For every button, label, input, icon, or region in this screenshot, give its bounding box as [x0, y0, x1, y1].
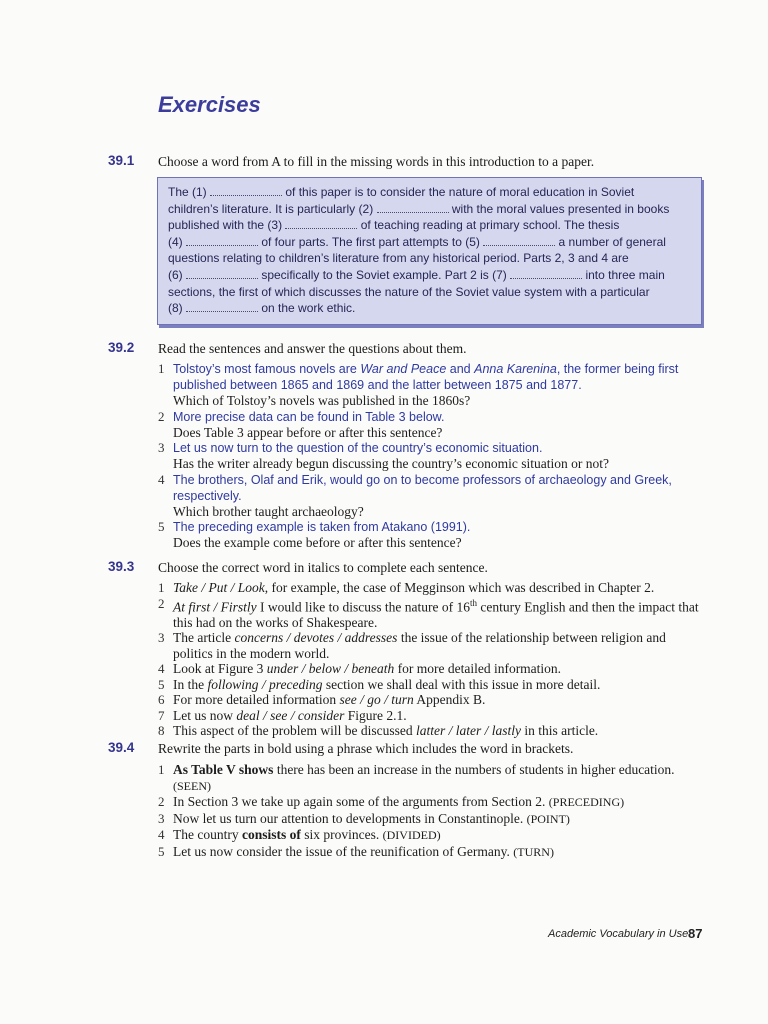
exercise-number-39-3: 39.3	[108, 559, 135, 574]
list-item: 4 Look at Figure 3 under / below / beneath for more detailed information.	[158, 661, 562, 676]
exercise-39-3-list	[158, 580, 708, 739]
exercise-instruction-39-3: Choose the correct word in italics to complete each sentence.	[158, 560, 488, 575]
page-number: 87	[688, 926, 703, 941]
passage-line: The (1) of this paper is to consider the nature of moral education in Soviet	[168, 185, 635, 199]
passage-line: published with the (3) of teaching reading at primary school. The thesis	[168, 218, 620, 233]
list-item: 4 The brothers, Olaf and Erik, would go on to become professors of archaeology and Greek, respectively. Which brother taught archaeology?	[158, 471, 672, 519]
exercise-number-39-4: 39.4	[108, 740, 135, 755]
blank-gap	[285, 218, 357, 229]
list-item: 6 For more detailed information see / go / turn Appendix B.	[158, 692, 486, 707]
blank-gap	[186, 268, 258, 279]
blank-gap	[483, 235, 555, 246]
list-item: 3 The article concerns / devotes / addresses the issue of the relationship between religion and politics in the modern world.	[158, 630, 666, 661]
list-item: 3 Now let us turn our attention to developments in Constantinople. (POINT)	[158, 810, 570, 826]
exercise-39-4-list	[158, 762, 708, 860]
passage-line: (4) of four parts. The first part attempts to (5) a number of general	[168, 234, 666, 249]
exercise-instruction-39-4: Rewrite the parts in bold using a phrase which includes the word in brackets.	[158, 741, 574, 756]
exercise-instruction-39-2: Read the sentences and answer the questions about them.	[158, 341, 467, 356]
blank-gap	[510, 268, 582, 279]
list-item: 1 Take / Put / Look, for example, the case of Megginson which was described in Chapter 2.	[158, 580, 655, 595]
list-item: 5 Let us now consider the issue of the reunification of Germany. (TURN)	[158, 843, 554, 859]
exercise-number-39-1: 39.1	[108, 153, 135, 168]
passage-line: questions relating to children’s literature from any historical period. Parts 2, 3 and 4 are	[168, 251, 629, 266]
list-item: 4 The country consists of six provinces. (DIVIDED)	[158, 827, 441, 842]
passage-box	[157, 177, 702, 325]
blank-gap	[186, 301, 258, 312]
passage-line: (6) specifically to the Soviet example. Part 2 is (7) into three main	[168, 267, 665, 282]
list-item: 7 Let us now deal / see / consider Figure 2.1.	[158, 707, 407, 723]
list-item: 1 As Table V shows there has been an increase in the numbers of students in higher education. (SEEN)	[158, 762, 675, 793]
list-item: 2 More precise data can be found in Table 3 below. Does Table 3 appear before or after this sentence?	[158, 408, 445, 440]
exercise-instruction-39-1: Choose a word from A to fill in the missing words in this introduction to a paper.	[158, 154, 595, 169]
blank-gap	[186, 235, 258, 246]
list-item: 3 Let us now turn to the question of the country’s economic situation. Has the writer already begun discussing the country’s economic situation or not?	[158, 440, 610, 471]
list-item: 5 The preceding example is taken from Atakano (1991). Does the example come before or after this sentence?	[158, 519, 471, 550]
passage-line: (8) on the work ethic.	[168, 301, 356, 316]
list-item: 1 Tolstoy’s most famous novels are War and Peace and Anna Karenina, the former being first published between 1865 and 1869 and the latter between 1875 and 1877. Which of Tolstoy’s novels was published in the 1860s?	[158, 361, 679, 408]
list-item: 2 At first / Firstly I would like to discuss the nature of 16th century English and then the impact that this had on the works of Shakespeare.	[158, 595, 699, 630]
passage-line: children’s literature. It is particularly (2) with the moral values presented in books	[168, 201, 670, 216]
page-title: Exercises	[158, 92, 261, 117]
exercise-39-2-list	[158, 361, 708, 551]
blank-gap	[377, 202, 449, 213]
passage-line: sections, the first of which discusses the nature of the Soviet value system with a particular	[168, 284, 650, 299]
blank-gap	[210, 185, 282, 196]
exercise-number-39-2: 39.2	[108, 340, 135, 355]
list-item: 8 This aspect of the problem will be discussed latter / later / lastly in this article.	[158, 723, 599, 738]
footer-book-title: Academic Vocabulary in Use	[548, 928, 689, 940]
list-item: 5 In the following / preceding section we shall deal with this issue in more detail.	[158, 676, 601, 692]
list-item: 2 In Section 3 we take up again some of the arguments from Section 2. (PRECEDING)	[158, 794, 625, 809]
